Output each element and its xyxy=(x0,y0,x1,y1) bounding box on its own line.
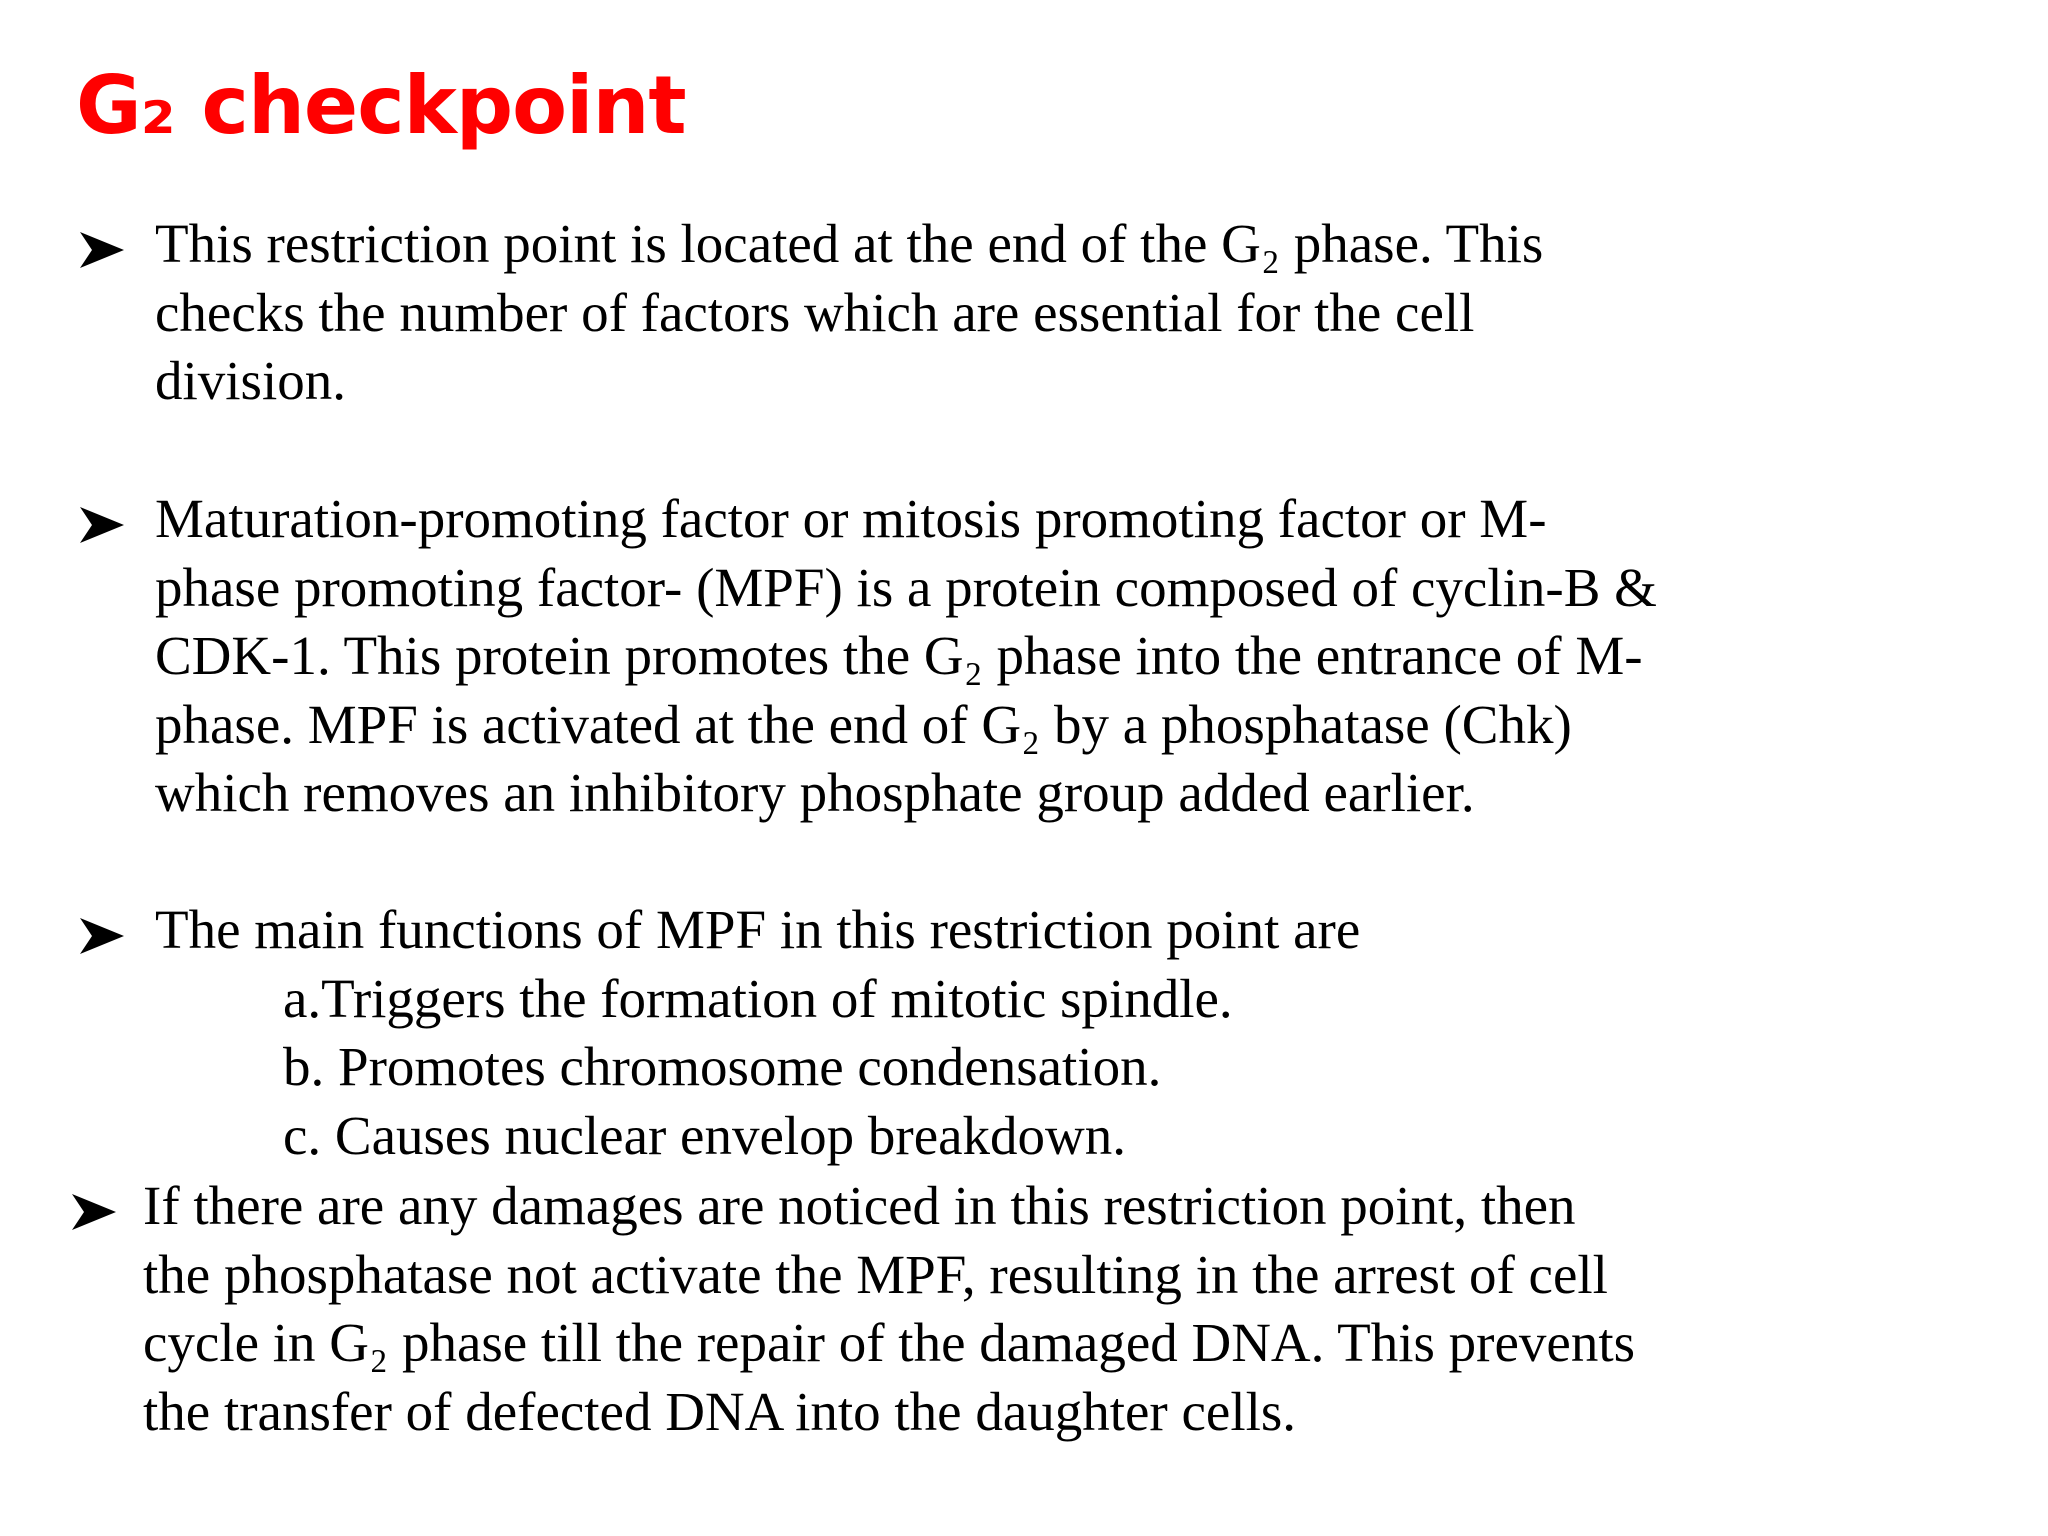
bullet-line: This restriction point is located at the end of the G₂ phase. This xyxy=(155,213,1544,274)
bullet-line: CDK-1. This protein promotes the G₂ phase into the entrance of M- xyxy=(155,625,1643,686)
arrowhead-bullet-icon xyxy=(78,505,126,545)
sub-item-spindle: a.Triggers the formation of mitotic spindle. xyxy=(283,967,1233,1029)
bullet-line: If there are any damages are noticed in this restriction point, then xyxy=(143,1175,1576,1236)
arrowhead-bullet-icon xyxy=(70,1192,118,1232)
arrowhead-bullet-icon xyxy=(78,230,126,270)
bullet-line: checks the number of factors which are essential for the cell xyxy=(155,281,1475,343)
bullet-mpf-definition xyxy=(155,485,1657,828)
bullet-line: Maturation-promoting factor or mitosis promoting factor or M- xyxy=(155,488,1547,549)
bullet-line: phase. MPF is activated at the end of G₂ by a phosphatase (Chk) xyxy=(155,693,1572,755)
bullet-line: the transfer of defected DNA into the daughter cells. xyxy=(143,1380,1297,1442)
bullet-line: cycle in G₂ phase till the repair of the damaged DNA. This prevents xyxy=(143,1312,1636,1373)
bullet-damage-arrest xyxy=(143,1172,1635,1446)
sub-item-envelope-breakdown: c. Causes nuclear envelop breakdown. xyxy=(283,1104,1127,1166)
bullet-line: division. xyxy=(155,350,346,411)
slide-title: G₂ checkpoint xyxy=(76,59,686,152)
bullet-line: the phosphatase not activate the MPF, resulting in the arrest of cell xyxy=(143,1243,1608,1305)
arrowhead-bullet-icon xyxy=(78,916,126,956)
sub-item-condensation: b. Promotes chromosome condensation. xyxy=(283,1036,1162,1097)
bullet-restriction-point-location xyxy=(155,210,1543,416)
bullet-mpf-functions xyxy=(155,896,1360,1170)
bullet-line: phase promoting factor- (MPF) is a protein composed of cyclin-B & xyxy=(155,556,1657,618)
bullet-line: The main functions of MPF in this restriction point are xyxy=(155,899,1361,960)
bullet-line: which removes an inhibitory phosphate group added earlier. xyxy=(155,762,1475,823)
